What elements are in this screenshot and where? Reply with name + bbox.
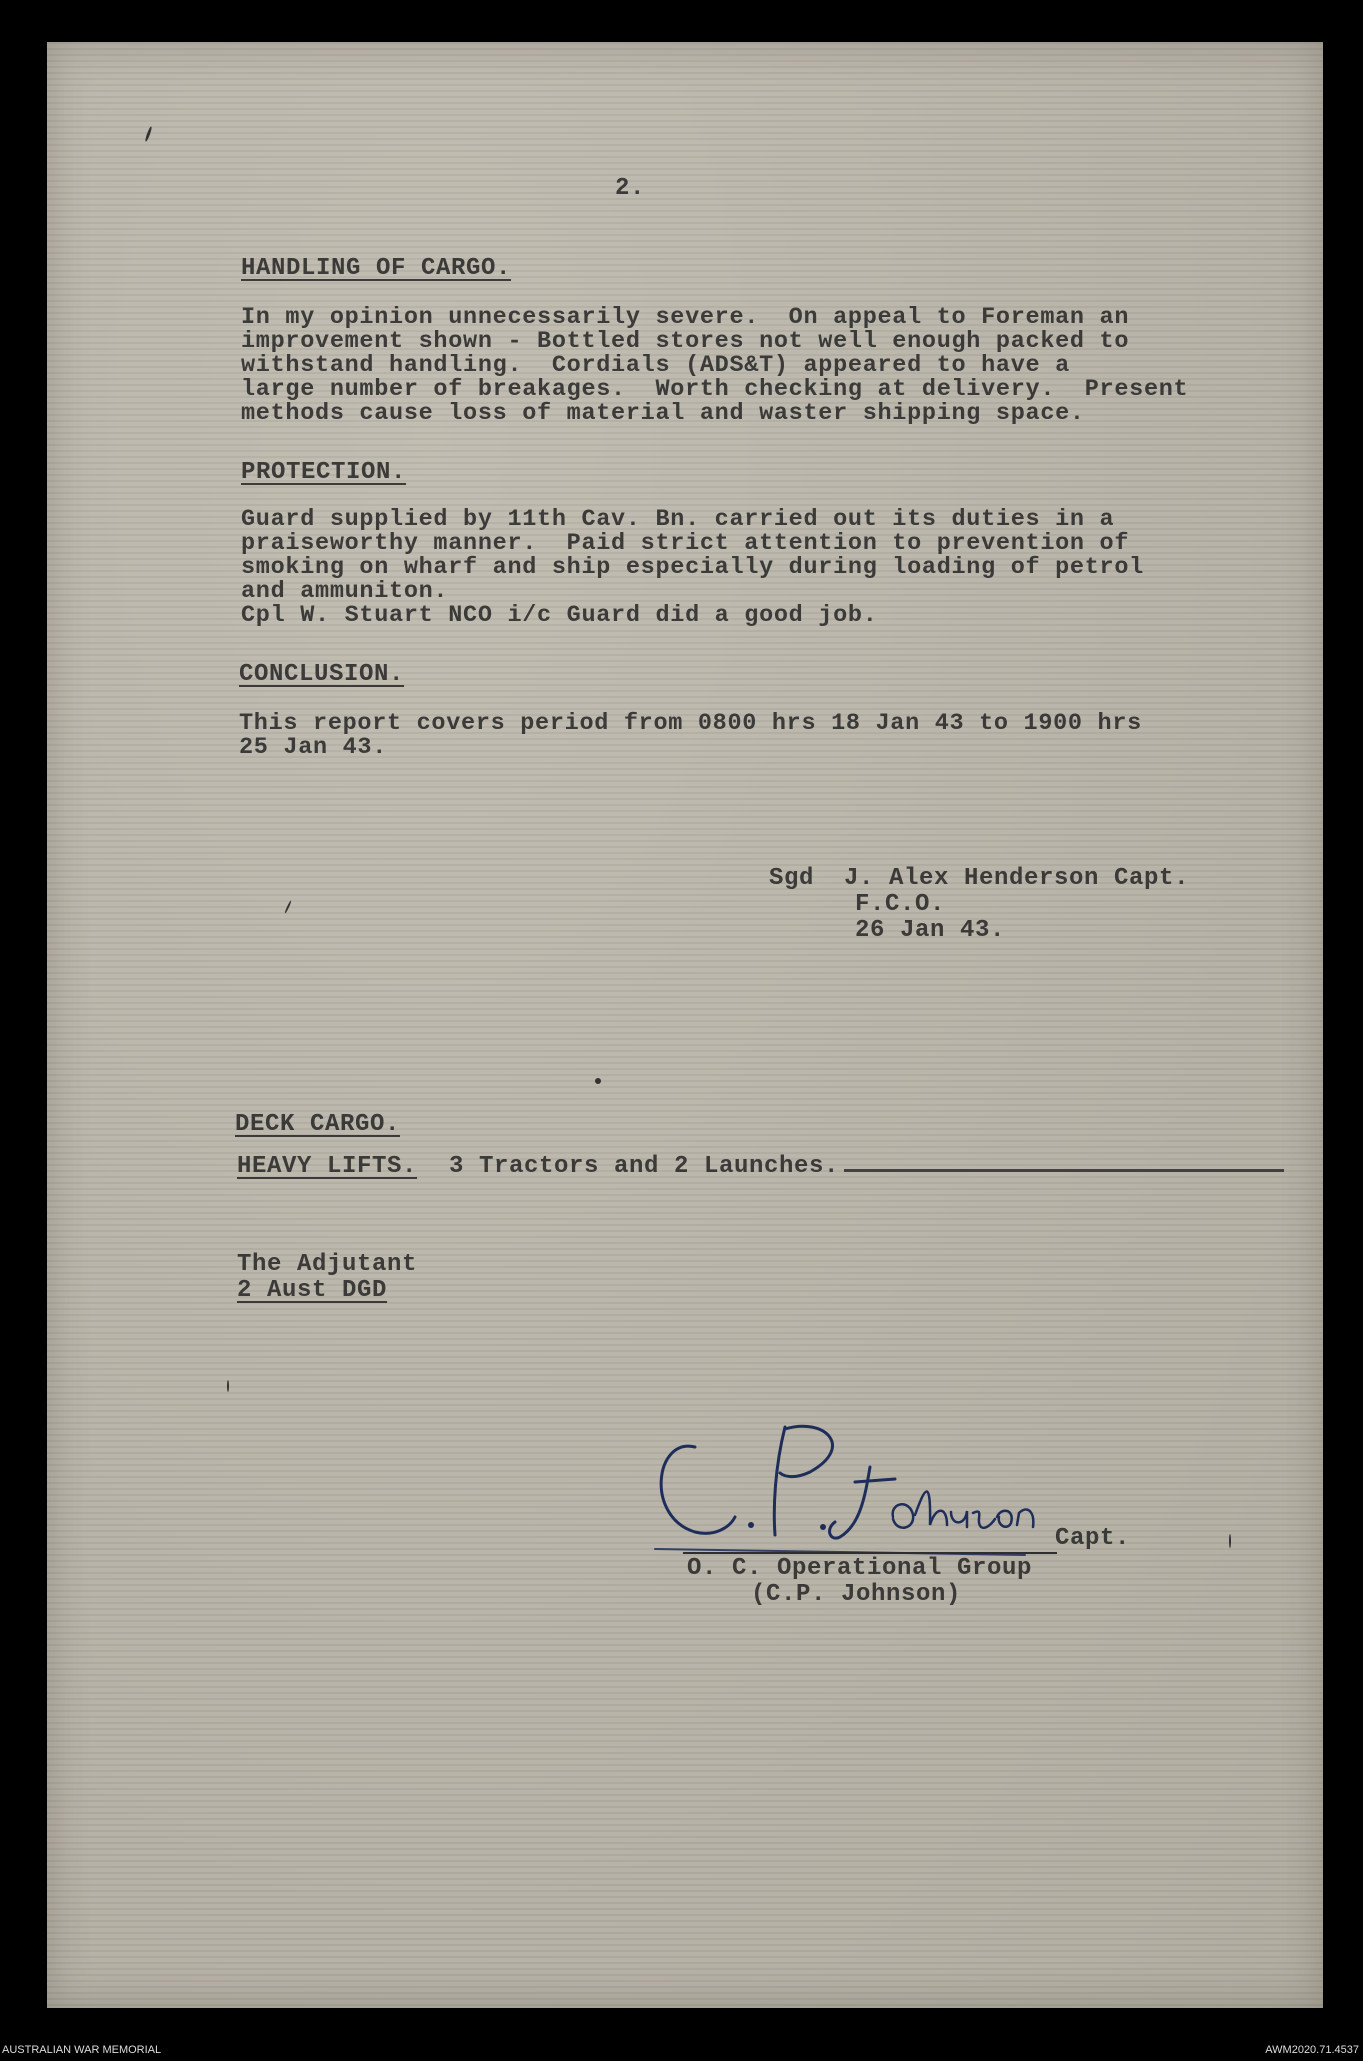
paragraph-line: Guard supplied by 11th Cav. Bn. carried out its duties in a — [241, 506, 1115, 533]
paragraph-line: Cpl W. Stuart NCO i/c Guard did a good job. — [241, 602, 878, 629]
heavy-lifts-label: HEAVY LIFTS. — [237, 1153, 418, 1180]
deck-cargo-label: DECK CARGO. — [235, 1111, 401, 1138]
signature-line — [683, 1552, 1057, 1554]
paragraph-line: and ammuniton. — [241, 578, 449, 605]
paragraph-line: large number of breakages. Worth checking at delivery. Present — [241, 376, 1189, 403]
paragraph-line: methods cause loss of material and waster shipping space. — [241, 400, 1085, 427]
heading-protection: PROTECTION. — [241, 459, 407, 486]
paper-mark — [284, 900, 292, 914]
heading-conclusion: CONCLUSION. — [239, 661, 405, 688]
footer-left: AUSTRALIAN WAR MEMORIAL — [2, 2044, 162, 2056]
heading-handling: HANDLING OF CARGO. — [241, 255, 512, 282]
signature-rank: Capt. — [1055, 1525, 1131, 1552]
paragraph-line: smoking on wharf and ship especially during loading of petrol — [241, 554, 1144, 581]
page-number: 2. — [615, 175, 646, 202]
paper-mark — [144, 126, 152, 142]
paragraph-line: improvement shown - Bottled stores not well enough packed to — [241, 328, 1130, 355]
heavy-lifts-value: 3 Tractors and 2 Launches. — [449, 1153, 840, 1180]
handwritten-signature — [635, 1407, 1065, 1557]
paragraph-line: This report covers period from 0800 hrs 18 Jan 43 to 1900 hrs — [239, 710, 1142, 737]
paper-mark — [227, 1380, 229, 1392]
paper-mark — [595, 1078, 601, 1084]
footer-right: AWM2020.71.4537 — [1265, 2044, 1359, 2056]
signature-role: O. C. Operational Group — [687, 1555, 1033, 1582]
paragraph-line: 25 Jan 43. — [239, 734, 388, 761]
paragraph-line: In my opinion unnecessarily severe. On appeal to Foreman an — [241, 304, 1130, 331]
signoff-line: 26 Jan 43. — [855, 917, 1006, 944]
document-page — [47, 42, 1323, 2008]
addressee-line: 2 Aust DGD — [237, 1277, 388, 1304]
signoff-line: Sgd J. Alex Henderson Capt. — [769, 865, 1190, 892]
paper-mark — [1229, 1534, 1231, 1548]
addressee-line: The Adjutant — [237, 1251, 418, 1278]
paragraph-line: praiseworthy manner. Paid strict attention to prevention of — [241, 530, 1130, 557]
signature-name: (C.P. Johnson) — [751, 1581, 962, 1608]
deck-cargo-rule — [844, 1169, 1284, 1172]
signoff-line: F.C.O. — [855, 891, 946, 918]
paragraph-line: withstand handling. Cordials (ADS&T) appeared to have a — [241, 352, 1070, 379]
